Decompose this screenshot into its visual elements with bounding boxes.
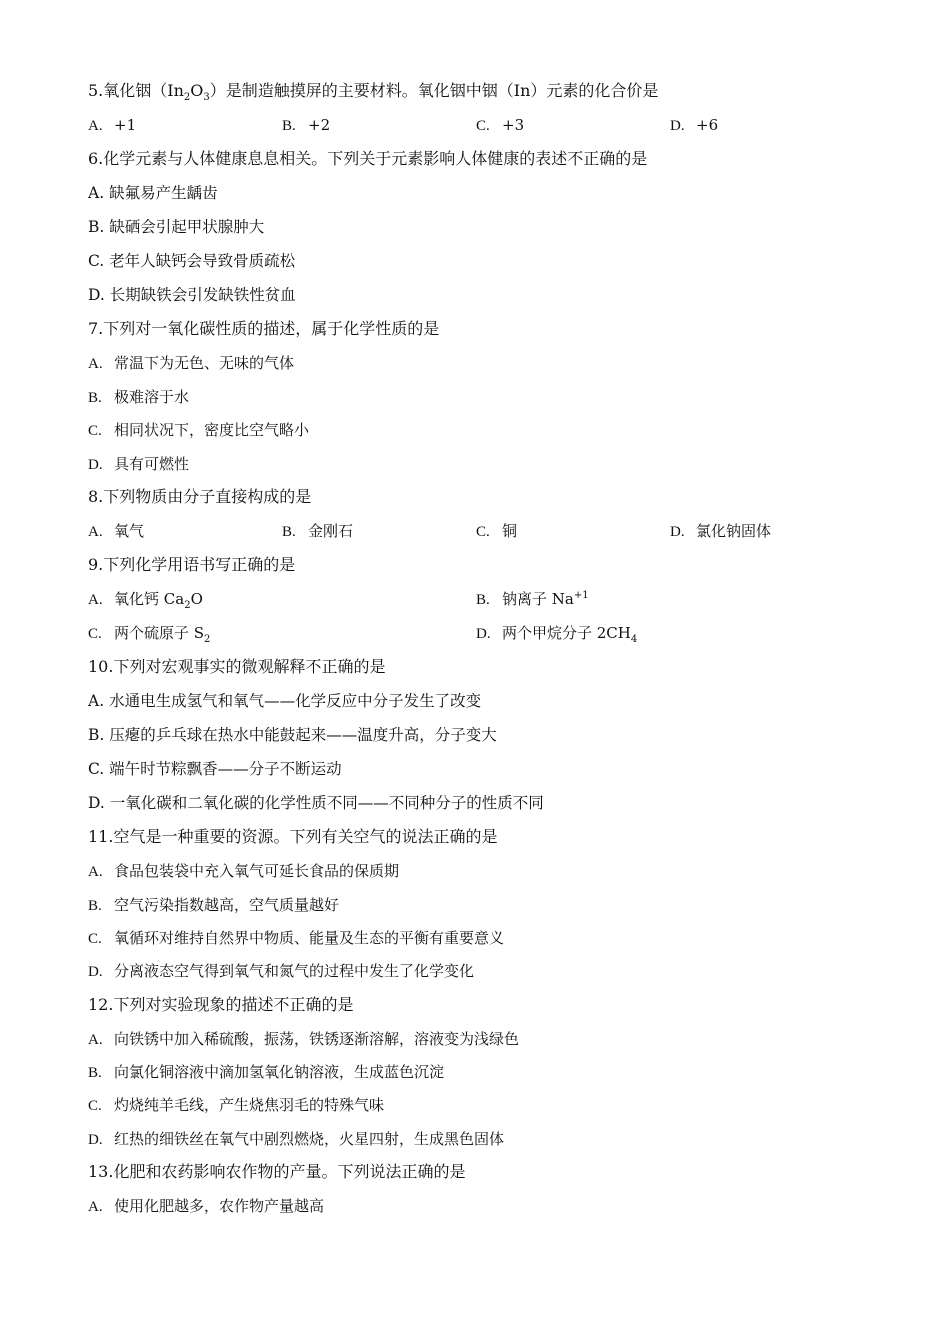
question-8-option-a: A. 氧气 (88, 522, 145, 540)
question-11-option-b: B. 空气污染指数越高，空气质量越好 (88, 896, 340, 914)
question-7-stem: 7.下列对一氧化碳性质的描述，属于化学性质的是 (88, 319, 440, 338)
question-7-option-b: B. 极难溶于水 (88, 388, 190, 406)
question-13-stem: 13.化肥和农药影响农作物的产量。下列说法正确的是 (88, 1162, 466, 1181)
question-5-stem: 5.氧化铟$(In_2O_3)$是制造触摸屏的主要材料。氧化铟中铟（In）元素的化合价是 (88, 81, 659, 104)
question-12-stem: 12.下列对实验现象的描述不正确的是 (88, 995, 354, 1014)
question-12-option-d: D. 红热的细铁丝在氧气中剧烈燃烧，火星四射，生成黑色固体 (88, 1130, 505, 1148)
question-11-option-a: A. 食品包装袋中充入氧气可延长食品的保质期 (88, 862, 400, 880)
question-11-stem: 11.空气是一种重要的资源。下列有关空气的说法正确的是 (88, 827, 498, 846)
question-6-option-b: B. 缺硒会引起甲状腺肿大 (88, 218, 265, 236)
question-10-option-d: D. 一氧化碳和二氧化碳的化学性质不同——不同种分子的性质不同 (88, 794, 544, 812)
question-9-option-b: B. 钠离子 $Na^{+1}$ (476, 590, 589, 608)
question-8-stem: 8.下列物质由分子直接构成的是 (88, 487, 312, 506)
question-10-option-b: B. 压瘪的乒乓球在热水中能鼓起来——温度升高，分子变大 (88, 726, 497, 744)
question-7-option-c: C. 相同状况下，密度比空气略小 (88, 421, 310, 439)
question-9-option-c: C. 两个硫原子 $S_2$ (88, 624, 211, 645)
question-11-option-c: C. 氧循环对维持自然界中物质、能量及生态的平衡有重要意义 (88, 929, 505, 947)
question-9-stem: 9.下列化学用语书写正确的是 (88, 555, 296, 574)
question-5-option-c: C. +3 (476, 116, 525, 134)
question-13-option-a: A. 使用化肥越多，农作物产量越高 (88, 1197, 325, 1215)
question-5-option-a: A. +1 (88, 116, 137, 134)
question-9-option-a: A. 氧化钙 $Ca_2O$ (88, 590, 203, 611)
question-12-option-b: B. 向氯化铜溶液中滴加氢氧化钠溶液，生成蓝色沉淀 (88, 1063, 445, 1081)
question-10-option-c: C. 端午时节粽飘香——分子不断运动 (88, 760, 342, 778)
question-8-option-b: B. 金刚石 (282, 522, 354, 540)
question-5-option-b: B. +2 (282, 116, 331, 134)
question-6-stem: 6.化学元素与人体健康息息相关。下列关于元素影响人体健康的表述不正确的是 (88, 149, 648, 168)
question-5-option-d: D. +6 (670, 116, 719, 134)
question-11-option-d: D. 分离液态空气得到氧气和氮气的过程中发生了化学变化 (88, 962, 475, 980)
question-10-stem: 10.下列对宏观事实的微观解释不正确的是 (88, 657, 386, 676)
question-6-option-a: A. 缺氟易产生龋齿 (88, 184, 218, 202)
question-10-option-a: A. 水通电生成氢气和氧气——化学反应中分子发生了改变 (88, 692, 482, 710)
question-7-option-d: D. 具有可燃性 (88, 455, 190, 473)
question-7-option-a: A. 常温下为无色、无味的气体 (88, 354, 295, 372)
question-12-option-c: C. 灼烧纯羊毛线，产生烧焦羽毛的特殊气味 (88, 1096, 385, 1114)
question-6-option-c: C. 老年人缺钙会导致骨质疏松 (88, 252, 296, 270)
question-8-option-d: D. 氯化钠固体 (670, 522, 772, 540)
question-9-option-d: D. 两个甲烷分子 $2CH_4$ (476, 624, 638, 645)
question-8-option-c: C. 铜 (476, 522, 518, 540)
question-6-option-d: D. 长期缺铁会引发缺铁性贫血 (88, 286, 296, 304)
question-12-option-a: A. 向铁锈中加入稀硫酸，振荡，铁锈逐渐溶解，溶液变为浅绿色 (88, 1030, 520, 1048)
